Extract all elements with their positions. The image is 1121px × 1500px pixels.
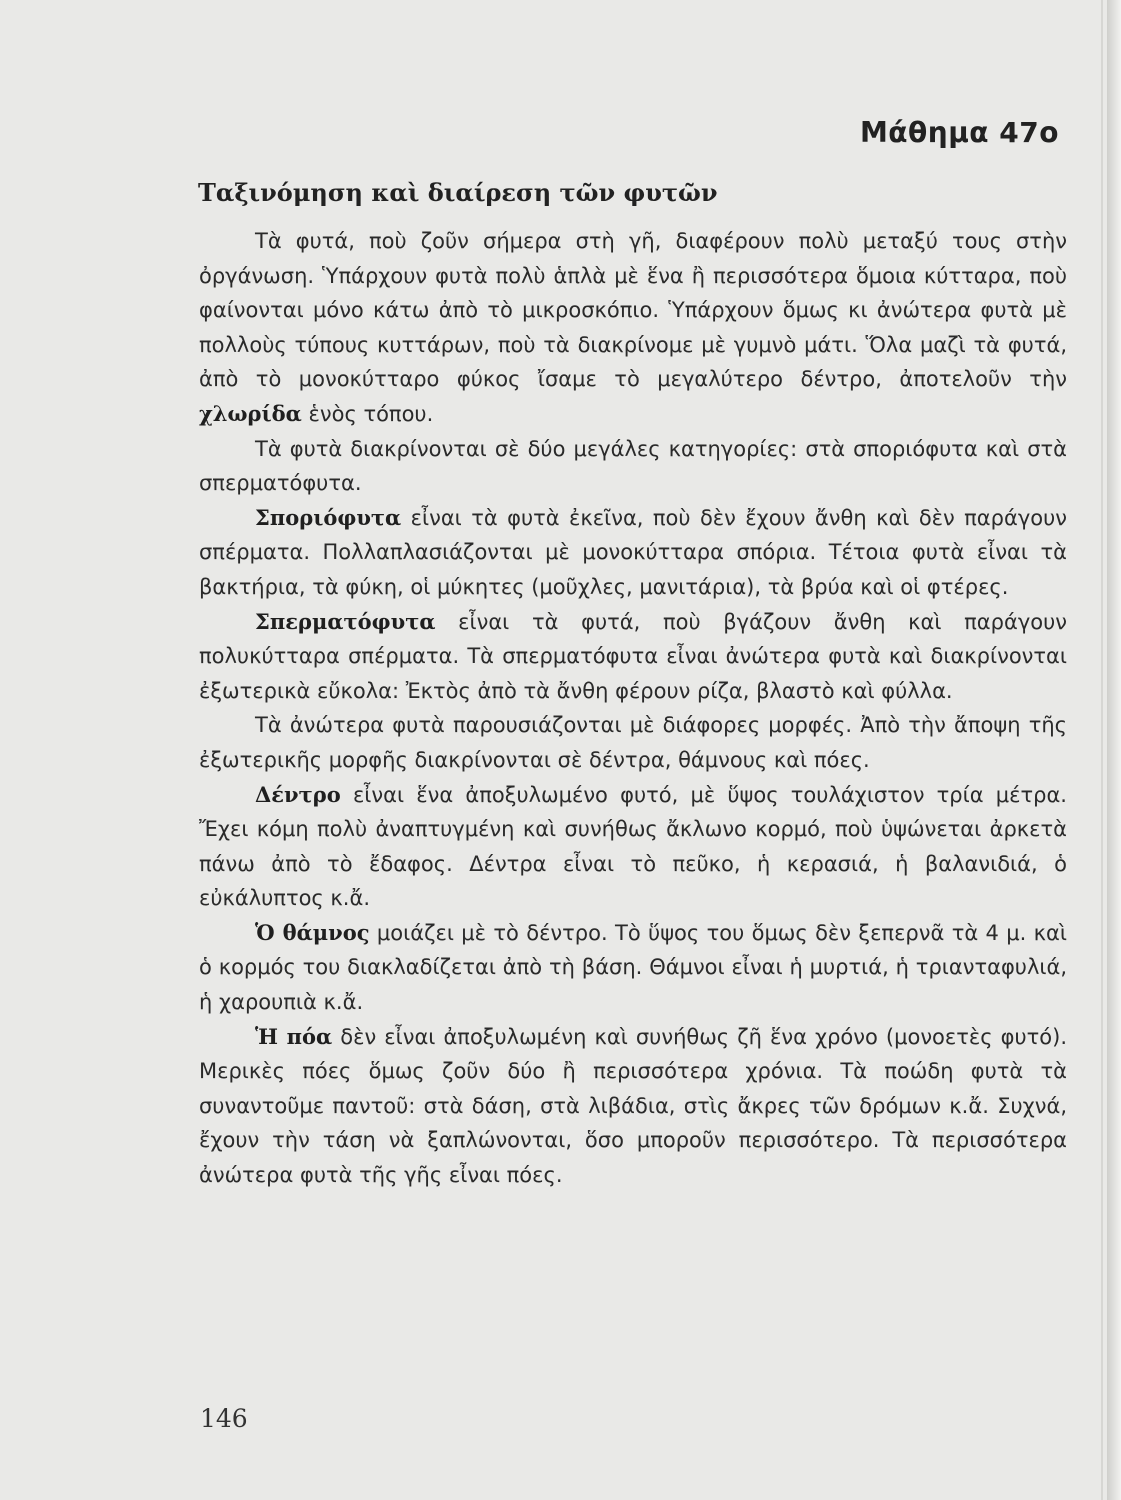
- paragraph-text: Τὰ φυτά, ποὺ ζοῦν σήμερα στὴ γῆ, διαφέρουν πολὺ μεταξύ τους στὴν ὀργάνωση. Ὑπάρχουν φυτὰ πολὺ ἁπλὰ μὲ ἕνα ἢ περισσότερα ὅμοια κύτταρα, ποὺ φαίνονται μόνο κάτω ἀπὸ τὸ μικροσκόπιο. Ὑπάρχουν ὅμως κι ἀνώτερα φυτὰ μὲ πολλοὺς τύπους κυττάρων, ποὺ τὰ διακρίνομε μὲ γυμνὸ μάτι. Ὅλα μαζὶ τὰ φυτά, ἀπὸ τὸ μονοκύτταρο φύκος ἴσαμε τὸ μεγαλύτερο δέντρο, ἀποτελοῦν τὴν: [199, 229, 1067, 392]
- paragraph-text: εἶναι τὰ φυτὰ ἐκεῖνα, ποὺ δὲν ἔχουν ἄνθη καὶ δὲν παράγουν σπέρματα. Πολλαπλασιάζονται μὲ μονοκύτταρα σπόρια. Τέτοια φυτὰ εἶναι τὰ βακτήρια, τὰ φύκη, οἱ μύκητες (μοῦχλες, μανιτάρια), τὰ βρύα καὶ οἱ φτέρες.: [199, 505, 1067, 599]
- term-shrub: Ὁ θάμνος: [255, 919, 370, 945]
- term-chlorida: χλωρίδα: [199, 400, 302, 426]
- body-text: [199, 224, 1067, 1193]
- paragraph-intro: [199, 224, 1067, 432]
- paragraph-shrub: [199, 916, 1067, 1020]
- paragraph-tree: [199, 778, 1067, 916]
- term-herb: Ἡ πόα: [255, 1023, 333, 1049]
- page-edge: [1107, 0, 1121, 1500]
- page-fold-line: [1101, 0, 1103, 1500]
- paragraph-text: ἑνὸς τόπου.: [308, 401, 434, 426]
- paragraph-categories: [199, 432, 1067, 501]
- paragraph-herb: [199, 1020, 1067, 1193]
- paragraph-text: Τὰ ἀνώτερα φυτὰ παρουσιάζονται μὲ διάφορες μορφές. Ἀπὸ τὴν ἄποψη τῆς ἐξωτερικῆς μορφῆς διακρίνονται σὲ δέντρα, θάμνους καὶ πόες.: [199, 713, 1067, 772]
- paragraph-text: μοιάζει μὲ τὸ δέντρο. Τὸ ὕψος του ὅμως δὲν ξεπερνᾶ τὰ 4 μ. καὶ ὁ κορμός του διακλαδίζεται ἀπὸ τὴ βάση. Θάμνοι εἶναι ἡ μυρτιά, ἡ τριανταφυλιά, ἡ χαρουπιὰ κ.ἄ.: [199, 920, 1067, 1015]
- paragraph-spermatophyta: [199, 605, 1067, 709]
- section-title: Ταξινόμηση καὶ διαίρεση τῶν φυτῶν: [198, 178, 718, 207]
- term-spermatophyta: Σπερματόφυτα: [255, 608, 436, 634]
- paragraph-forms: [199, 708, 1067, 777]
- paragraph-text: εἶναι ἕνα ἀποξυλωμένο φυτό, μὲ ὕψος τουλάχιστον τρία μέτρα. Ἔχει κόμη πολὺ ἀναπτυγμένη καὶ συνήθως ἄκλωνο κορμό, ποὺ ὑψώνεται ἀρκετὰ πάνω ἀπὸ τὸ ἔδαφος. Δέντρα εἶναι τὸ πεῦκο, ἡ κερασιά, ἡ βαλανιδιά, ὁ εὐκάλυπτος κ.ἄ.: [199, 782, 1067, 911]
- paragraph-text: Τὰ φυτὰ διακρίνονται σὲ δύο μεγάλες κατηγορίες: στὰ σποριόφυτα καὶ στὰ σπερματόφυτα.: [199, 436, 1067, 496]
- paragraph-text: εἶναι τὰ φυτά, ποὺ βγάζουν ἄνθη καὶ παράγουν πολυκύτταρα σπέρματα. Τὰ σπερματόφυτα εἶναι ἀνώτερα φυτὰ καὶ διακρίνονται ἐξωτερικὰ εὔκολα: Ἐκτὸς ἀπὸ τὰ ἄνθη φέρουν ρίζα, βλαστὸ καὶ φύλλα.: [199, 609, 1067, 703]
- lesson-title: Μάθημα 47ο: [859, 116, 1059, 149]
- paragraph-sporophyta: [199, 501, 1067, 605]
- term-sporophyta: Σποριόφυτα: [255, 504, 402, 530]
- paragraph-text: δὲν εἶναι ἀποξυλωμένη καὶ συνήθως ζῆ ἕνα χρόνο (μονοετὲς φυτό). Μερικὲς πόες ὅμως ζοῦν δύο ἢ περισσότερα χρόνια. Τὰ ποώδη φυτὰ τὰ συναντοῦμε παντοῦ: στὰ δάση, στὰ λιβάδια, στὶς ἄκρες τῶν δρόμων κ.ἄ. Συχνά, ἔχουν τὴν τάση νὰ ξαπλώνονται, ὅσο μποροῦν περισσότερο. Τὰ περισσότερα ἀνώτερα φυτὰ τῆς γῆς εἶναι πόες.: [199, 1024, 1067, 1188]
- term-tree: Δέντρο: [255, 781, 341, 807]
- page-number: 146: [200, 1404, 248, 1433]
